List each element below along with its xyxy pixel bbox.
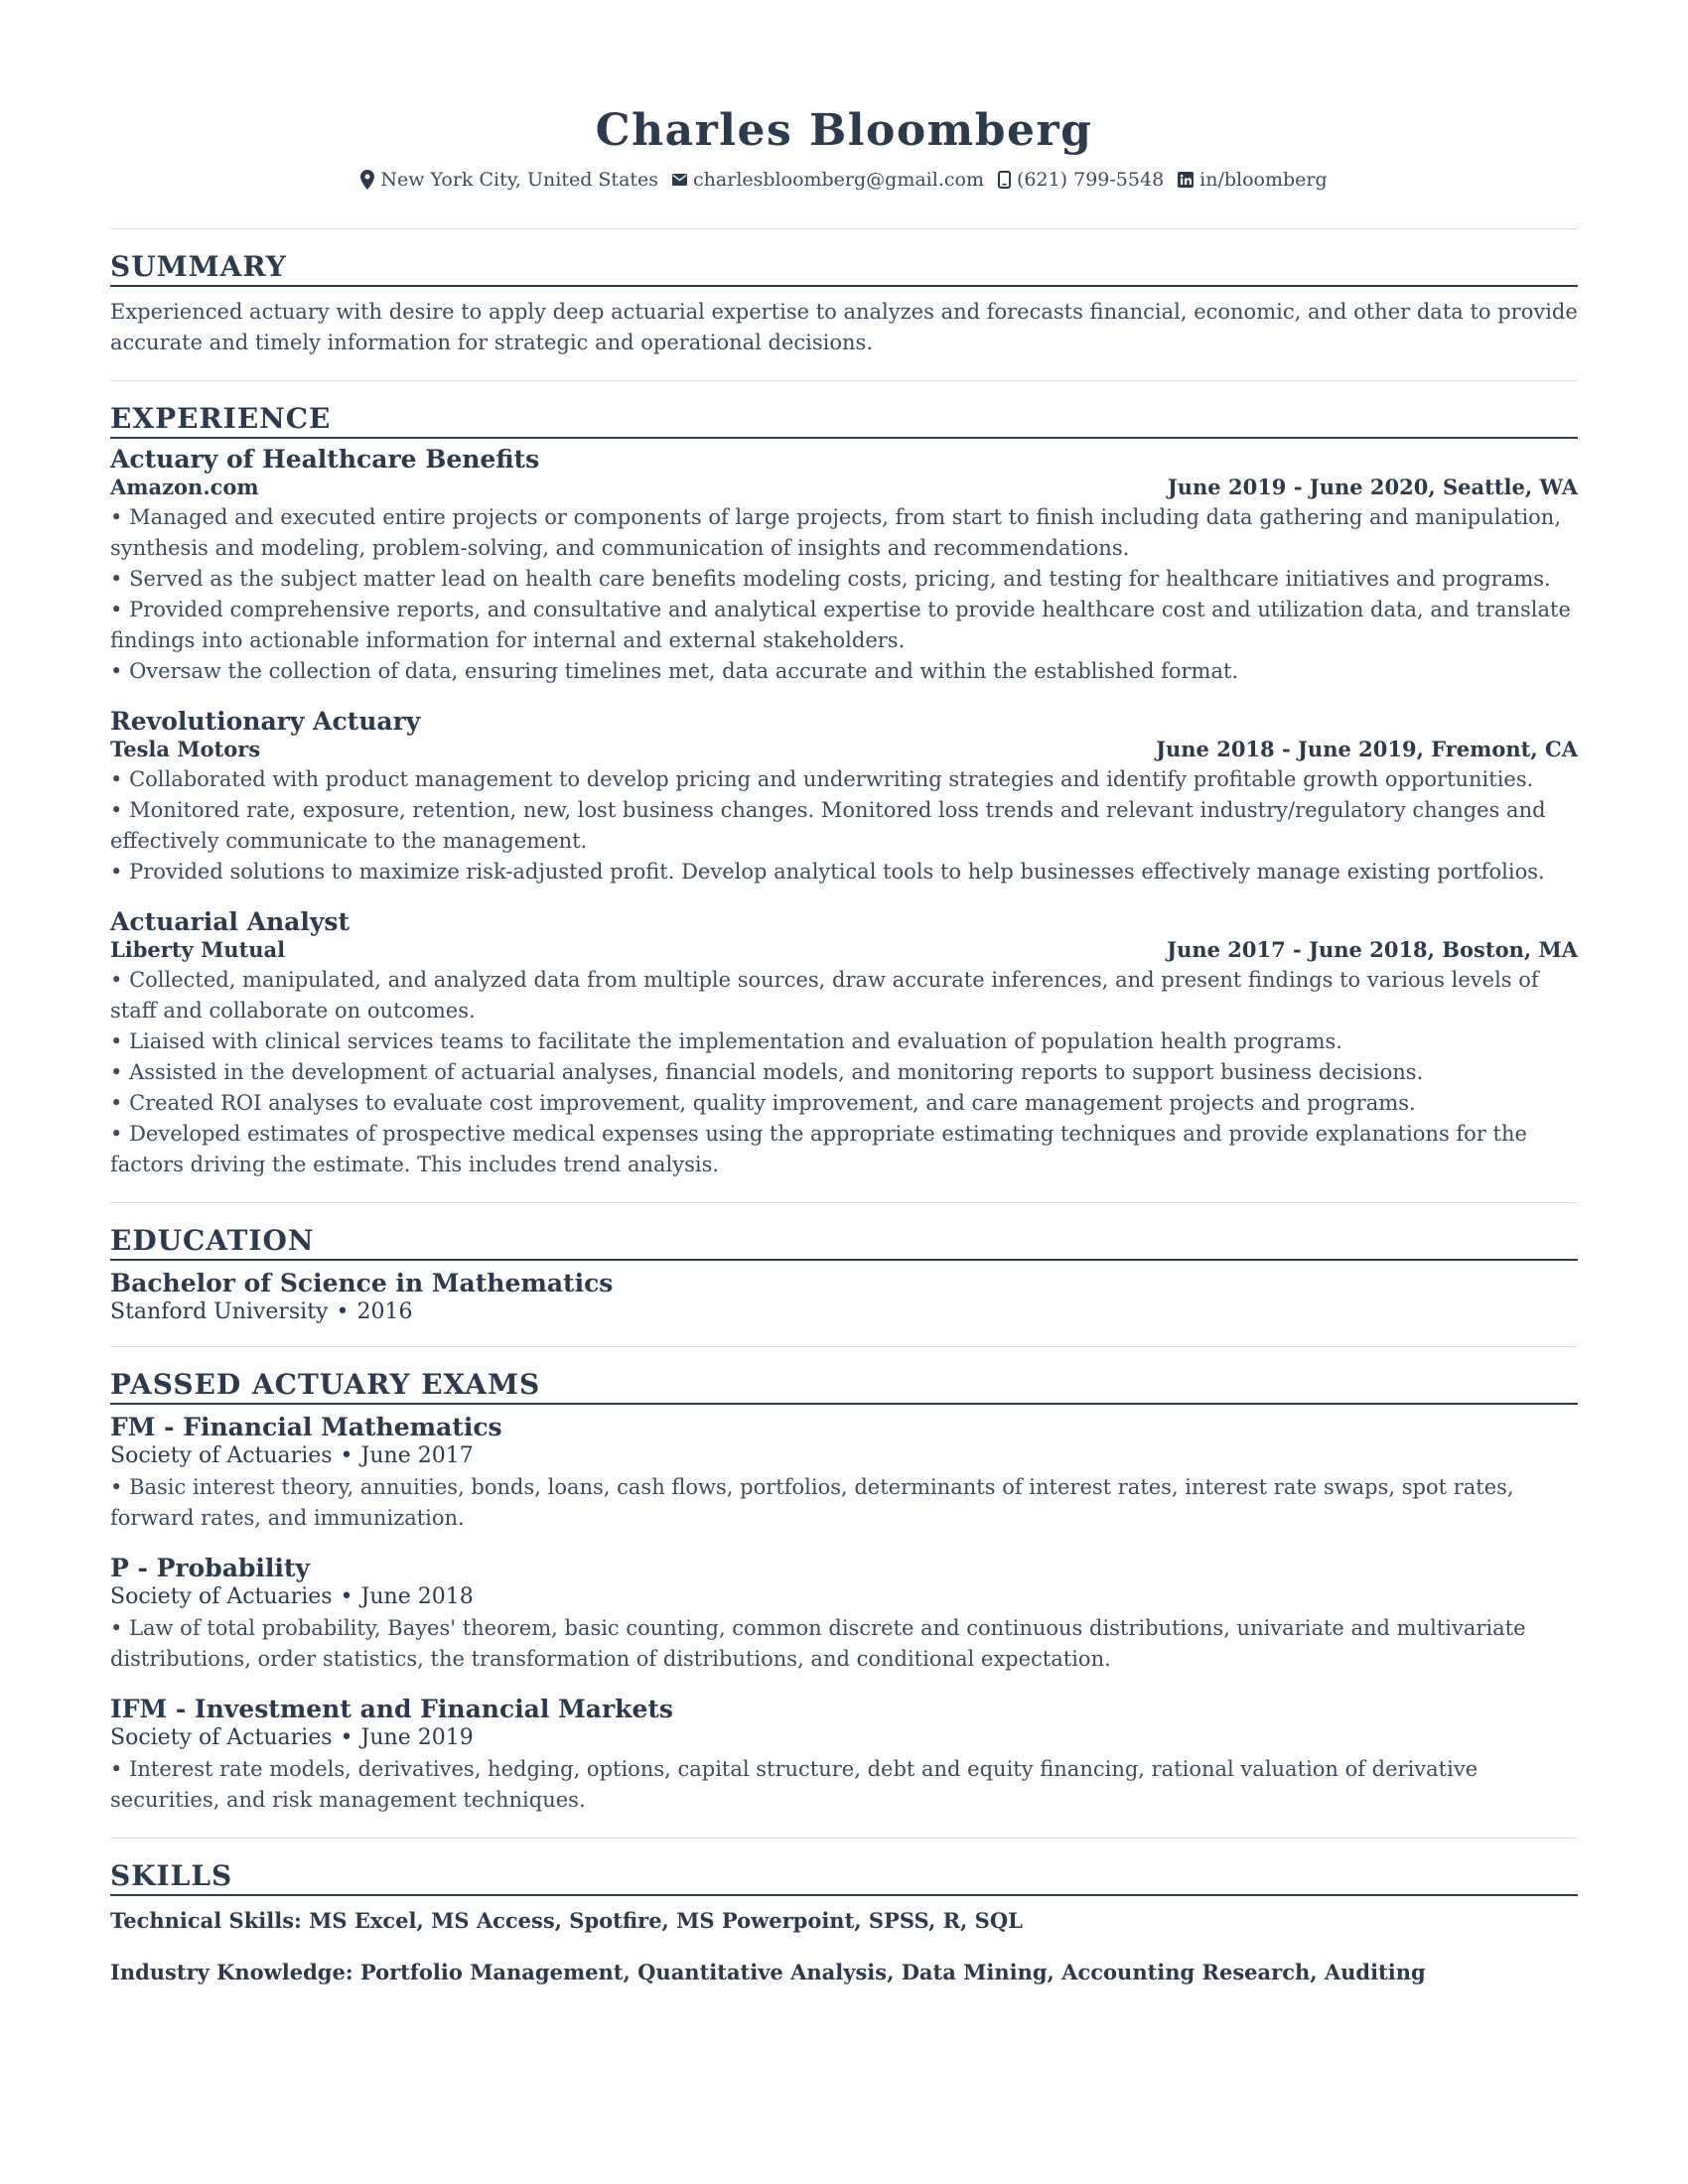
linkedin-icon: [1178, 172, 1194, 188]
location-pin-icon: [360, 170, 374, 190]
list-item: • Developed estimates of prospective medical expenses using the appropriate estimating techniques and provide explanations for the factors driving the estimate. This includes trend analysis.: [110, 1119, 1578, 1180]
skills-section: [110, 1839, 1578, 1987]
exam-date: June 2019: [360, 1725, 474, 1750]
location-text: New York City, United States: [380, 169, 659, 191]
section-underline: [110, 1403, 1578, 1405]
exam-entry: [110, 1695, 1578, 1816]
list-item: • Monitored rate, exposure, retention, new, lost business changes. Monitored loss trends and relevant industry/regulatory changes and effectively communicate to the management.: [110, 795, 1578, 857]
job-company-line: [110, 475, 1578, 500]
job-company: Tesla Motors: [110, 737, 261, 761]
list-item: • Collaborated with product management to develop pricing and underwriting strategies and identify profitable growth opportunities.: [110, 764, 1578, 795]
exam-date: June 2017: [360, 1443, 474, 1468]
section-title: SKILLS: [110, 1859, 233, 1892]
school-name: Stanford University: [110, 1299, 329, 1324]
exam-entry: [110, 1554, 1578, 1675]
graduation-year: 2016: [356, 1299, 413, 1324]
list-item: • Provided comprehensive reports, and consultative and analytical expertise to provide healthcare cost and utilization data, and translate findings into actionable information for internal and external stakeholders.: [110, 595, 1578, 656]
exam-name: FM - Financial Mathematics: [110, 1413, 502, 1441]
job-role: Actuary of Healthcare Benefits: [110, 445, 540, 474]
job-bullets: [110, 502, 1578, 687]
section-title: EDUCATION: [110, 1224, 315, 1257]
contact-bar: [110, 169, 1578, 191]
exam-date: June 2018: [360, 1584, 474, 1609]
exam-org: Society of Actuaries: [110, 1443, 333, 1468]
job-company: Amazon.com: [110, 475, 259, 499]
job-role: Actuarial Analyst: [110, 907, 351, 936]
section-underline: [110, 285, 1578, 287]
summary-text: Experienced actuary with desire to apply deep actuarial expertise to analyzes and forecasts financial, economic, and other data to provide accurate and timely information for strategic and operational decisions.: [110, 300, 1578, 354]
contact-linkedin[interactable]: [1178, 169, 1328, 191]
exam-meta: [110, 1724, 1578, 1752]
candidate-name: Charles Bloomberg: [595, 105, 1093, 156]
list-item: • Created ROI analyses to evaluate cost improvement, quality improvement, and care management projects and programs.: [110, 1088, 1578, 1119]
job-bullets: [110, 965, 1578, 1180]
list-item: • Managed and executed entire projects or components of large projects, from start to finish including data gathering and manipulation, synthesis and modeling, problem-solving, and communication of insights and recommendations.: [110, 502, 1578, 564]
list-item: • Oversaw the collection of data, ensuring timelines met, data accurate and within the established format.: [110, 656, 1578, 687]
education-section: [110, 1203, 1578, 1326]
list-item: • Assisted in the development of actuarial analyses, financial models, and monitoring reports to support business decisions.: [110, 1057, 1578, 1088]
list-item: • Basic interest theory, annuities, bonds, loans, cash flows, portfolios, determinants of interest rates, interest rate swaps, spot rates, forward rates, and immunization.: [110, 1472, 1578, 1534]
section-title: SUMMARY: [110, 250, 287, 283]
exam-name: IFM - Investment and Financial Markets: [110, 1695, 673, 1723]
exams-section: [110, 1347, 1578, 1816]
list-item: • Liaised with clinical services teams to facilitate the implementation and evaluation of population health programs.: [110, 1026, 1578, 1057]
list-item: • Interest rate models, derivatives, hedging, options, capital structure, debt and equity financing, rational valuation of derivative securities, and risk management techniques.: [110, 1754, 1578, 1816]
job-bullets: [110, 764, 1578, 887]
meta-separator: •: [340, 1584, 353, 1609]
exam-name: P - Probability: [110, 1554, 310, 1582]
job-entry: [110, 707, 1578, 887]
meta-separator: •: [340, 1443, 353, 1468]
meta-separator: •: [336, 1299, 350, 1324]
exam-org: Society of Actuaries: [110, 1725, 333, 1750]
technical-skills: Technical Skills: MS Excel, MS Access, Spotfire, MS Powerpoint, SPSS, R, SQL: [110, 1908, 1023, 1933]
meta-separator: •: [340, 1725, 353, 1750]
list-item: • Served as the subject matter lead on health care benefits modeling costs, pricing, and testing for healthcare initiatives and programs.: [110, 564, 1578, 595]
email-text: charlesbloomberg@gmail.com: [693, 169, 984, 191]
exam-org: Society of Actuaries: [110, 1584, 333, 1609]
linkedin-text: in/bloomberg: [1199, 169, 1328, 191]
section-underline: [110, 437, 1578, 439]
degree-title: Bachelor of Science in Mathematics: [110, 1269, 614, 1297]
exam-bullets: [110, 1472, 1578, 1534]
section-underline: [110, 1259, 1578, 1261]
section-title: PASSED ACTUARY EXAMS: [110, 1368, 541, 1401]
section-title: EXPERIENCE: [110, 402, 332, 435]
section-underline: [110, 1894, 1578, 1896]
exam-meta: [110, 1583, 1578, 1611]
contact-location: [360, 169, 658, 191]
experience-section: [110, 381, 1578, 1180]
contact-email[interactable]: [672, 169, 984, 191]
job-entry: [110, 445, 1578, 687]
list-item: • Collected, manipulated, and analyzed data from multiple sources, draw accurate inferences, and present findings to various levels of staff and collaborate on outcomes.: [110, 965, 1578, 1026]
job-dates: June 2017 - June 2018, Boston, MA: [1167, 937, 1578, 962]
job-company-line: [110, 937, 1578, 963]
list-item: • Law of total probability, Bayes' theorem, basic counting, common discrete and continuous distributions, univariate and multivariate distributions, order statistics, the transformation of distributions, and conditional expectation.: [110, 1613, 1578, 1675]
exam-bullets: [110, 1754, 1578, 1816]
job-dates: June 2018 - June 2019, Fremont, CA: [1156, 737, 1578, 761]
list-item: • Provided solutions to maximize risk-adjusted profit. Develop analytical tools to help businesses effectively manage existing portfolios.: [110, 857, 1578, 887]
job-entry: [110, 907, 1578, 1180]
job-company: Liberty Mutual: [110, 937, 286, 962]
envelope-icon: [672, 174, 687, 186]
job-role: Revolutionary Actuary: [110, 707, 421, 736]
summary-section: [110, 229, 1578, 358]
education-meta: [110, 1298, 1578, 1326]
phone-text: (621) 799-5548: [1016, 169, 1165, 191]
job-company-line: [110, 737, 1578, 762]
exam-entry: [110, 1413, 1578, 1534]
education-entry: [110, 1269, 1578, 1326]
exam-meta: [110, 1442, 1578, 1470]
industry-knowledge: Industry Knowledge: Portfolio Management, Quantitative Analysis, Data Mining, Accounting Research, Auditing: [110, 1960, 1426, 1984]
phone-icon: [998, 171, 1011, 189]
exam-bullets: [110, 1613, 1578, 1675]
contact-phone[interactable]: [998, 169, 1164, 191]
job-dates: June 2019 - June 2020, Seattle, WA: [1167, 475, 1578, 499]
